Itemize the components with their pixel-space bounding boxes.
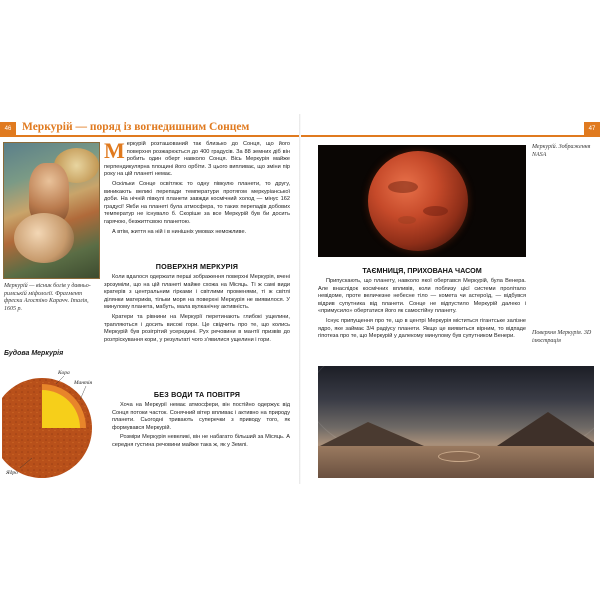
intro-text <box>104 138 290 238</box>
left-header-bar <box>0 122 299 137</box>
core-label: Ядро <box>6 470 18 476</box>
mercury-structure-diagram <box>2 360 98 480</box>
section-no-water-text <box>112 402 290 452</box>
crust-label: Кора <box>58 370 70 376</box>
planet-image-caption: Меркурій. Зображення NASA <box>532 144 591 158</box>
page-number-right: 47 <box>584 122 600 137</box>
surface-image-caption: Поверхня Меркурія. 3D ілюстрація <box>532 330 592 344</box>
fresco-caption: Меркурій — вісник богів у давньо-римській міфології. Фрагмент фрески Агостіно Карачч. Італія, 1605 р. <box>4 283 91 312</box>
mystery-text <box>318 278 526 343</box>
intro-paragraph-1: еркурій розташований так близько до Сонця, що його поверхня розжарюється до 400 градусів. За 88 земних діб він робить один оберт навколо Сонця. Вісь Меркурія майже перпендикулярна площині його орбіти. З цього випливає, що зміни пір року на цій планеті немає. <box>104 141 290 178</box>
mystery-paragraph-1: Припускають, що планету, навколо якої обертався Меркурій, була Венера. Але внаслідок космічних впливів, коли поблизу цієї системи пролітало невідоме, проте величезне небесне тіло — комета чи астероїд, — відбувся відрив супутника від планети. Сонце не відпустило Меркурій далеко і «примусило» обертатися його як самостійну планету. <box>318 278 526 315</box>
surface-paragraph-2: Кратери та рівнини на Меркурії перетинають глибокі ущелини, трапляються і досить високі гори. Це свідчить про те, що колись Меркурій був розігрітий усередині. Рух речовини в мантії призвів до розтріскування кори, у результаті чого з'явилися ущелини і гори. <box>104 313 290 343</box>
intro-paragraph-2: Оскільки Сонце освітлює то одну півкулю планети, то другу, виникають великі перепади температури протягом меркуріанської доби. На нічній півкулі планети завжди космічний холод — мінус 162 градусі! Якби на планеті була атмосфера, то таких перепадів добових температур не існувало б. Скоріше за все Меркурій був би досить гарячою, безжиттєвою планетою. <box>104 180 290 225</box>
right-header-bar <box>301 122 600 137</box>
section-surface-text <box>104 274 290 346</box>
intro-paragraph-3: А втім, життя на ній і в нинішніх умовах неможливе. <box>112 228 247 235</box>
page-title: Меркурій — поряд із вогнедишним Сонцем <box>22 121 250 133</box>
surface-paragraph-1: Коли вдалося одержати перші зображення поверхні Меркурія, вчені зрозуміли, що на цій планеті майже схожа на Місяць. Ті ж самі види кратерів з центральним гірками і світлими променями, ті ж світлі ділянки материків, тільки моря на поверхні Меркурія не виявилося. У минулому планета, мабуть, мала вулканічну активність. <box>104 274 290 311</box>
section-heading-surface: ПОВЕРХНЯ МЕРКУРІЯ <box>155 262 239 271</box>
structure-diagram-title: Будова Меркурія <box>4 350 64 357</box>
section-heading-mystery: ТАЄМНИЦЯ, ПРИХОВАНА ЧАСОМ <box>362 266 482 275</box>
drop-cap: М <box>104 138 125 163</box>
section-heading-no-water: БЕЗ ВОДИ ТА ПОВІТРЯ <box>153 390 241 399</box>
mystery-paragraph-2: Існує припущення про те, що в центрі Меркурія міститься гігантське залізне ядро, яке займає 3/4 радіусу планети. Якщо це виявиться вірним, то відпаде гіпотеза про те, що Меркурій у далекому минулому був супутником Венери. <box>318 317 526 340</box>
page-gutter <box>299 114 301 484</box>
no-water-paragraph-1: Хоча на Меркурії немає атмосфери, він постійно одержує від Сонця потоки часток. Сонячний вітер впливає і активно на природу планети. Сьогодні тривають суперечки з приводу того, як формувався Меркурій. <box>112 402 290 431</box>
planet-image <box>318 145 526 257</box>
no-water-paragraph-2: Розміри Меркурія невеликі, він не набагато більший за Місяць. А середня густина речовини майже така ж, як у Землі. <box>112 434 290 448</box>
mercury-fresco-image <box>3 142 100 279</box>
page-number-left: 46 <box>0 122 16 137</box>
book-spread <box>0 114 600 484</box>
mantle-label: Мантія <box>74 380 93 386</box>
mercury-surface-image <box>318 366 594 478</box>
